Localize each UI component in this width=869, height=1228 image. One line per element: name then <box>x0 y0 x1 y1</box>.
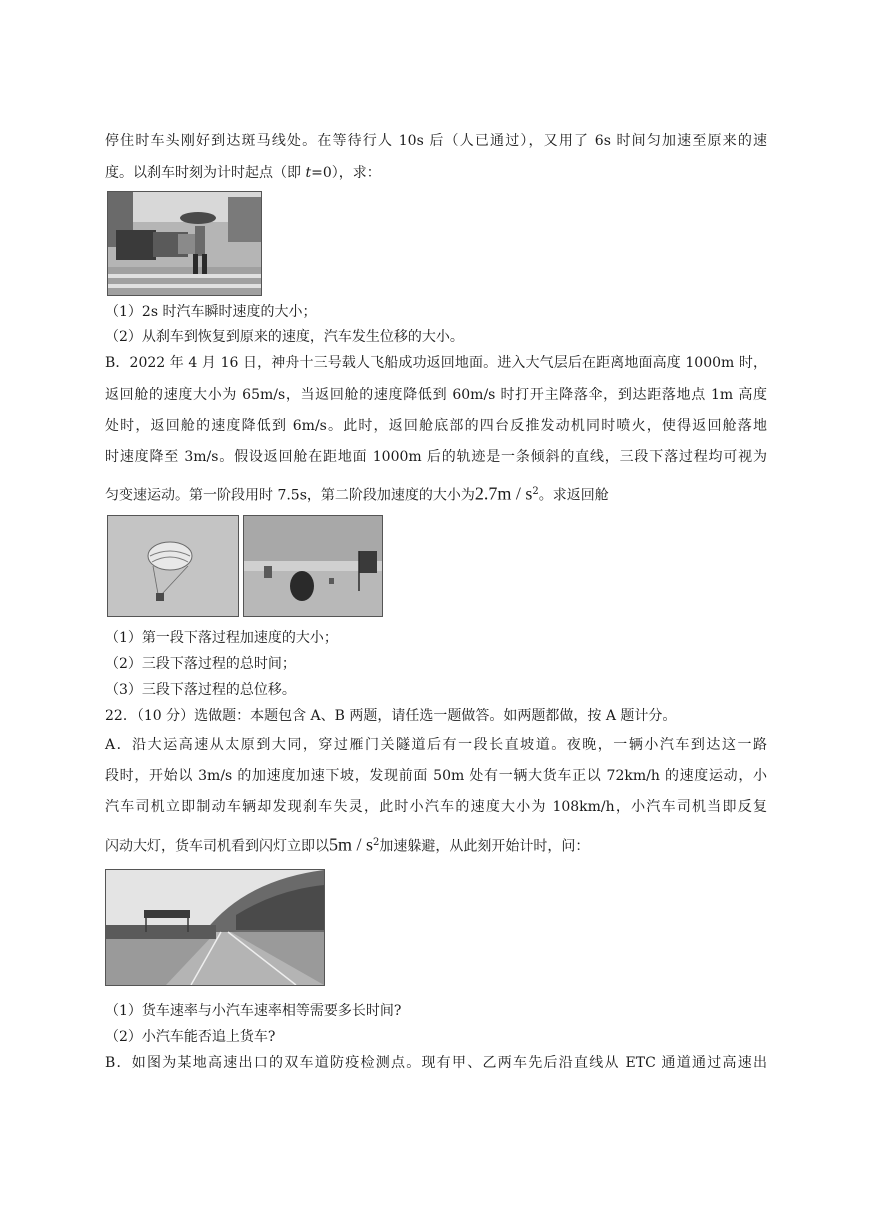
text-line: （2）小汽车能否追上货车? <box>105 1029 276 1045</box>
formula-exponent: 2 <box>532 486 539 497</box>
crosswalk-photo <box>107 191 262 296</box>
text-line: （1）2s 时汽车瞬时速度的大小； <box>105 304 317 320</box>
text-line: （1）第一段下落过程加速度的大小； <box>105 630 338 646</box>
text-line <box>105 482 767 506</box>
text-span: 。求返回舱 <box>538 487 609 504</box>
formula-acceleration: 5m / s <box>329 834 374 855</box>
text-span: 匀变速运动。第一阶段用时 7.5s，第二阶段加速度的大小为 <box>105 487 475 504</box>
text-line: 22．（10 分）选做题：本题包含 A、B 两题，请任选一题做答。如两题都做，按 A 题计分。 <box>105 708 677 724</box>
text-span: =0），求： <box>311 165 381 181</box>
text-line: （2）三段下落过程的总时间； <box>105 656 296 672</box>
text-line: （2）从刹车到恢复到原来的速度，汽车发生位移的大小。 <box>105 329 464 345</box>
text-line: B．如图为某地高速出口的双车道防疫检测点。现有甲、乙两车先后沿直线从 ETC 通道通过高速出 <box>105 1055 767 1071</box>
highway-photo <box>105 869 325 986</box>
capsule-photo <box>243 515 383 617</box>
text-line: 返回舱的速度大小为 65m/s，当返回舱的速度降低到 60m/s 时打开主降落伞，到达距落地点 1m 高度 <box>105 387 767 403</box>
text-line: 停住时车头刚好到达斑马线处。在等待行人 10s 后（人已通过），又用了 6s 时间匀加速至原来的速 <box>105 133 767 149</box>
variable-t: t <box>305 165 312 181</box>
text-line: 段时，开始以 3m/s 的加速度加速下坡，发现前面 50m 处有一辆大货车正以 72km/h 的速度运动，小 <box>105 768 767 784</box>
text-line <box>105 163 767 183</box>
formula-acceleration: 2.7m / s <box>474 483 533 504</box>
text-span: 度。以刹车时刻为计时起点（即 <box>105 165 306 181</box>
text-span: 加速躲避，从此刻开始计时，问： <box>379 838 590 855</box>
text-span: 闪动大灯，货车司机看到闪灯立即以 <box>105 838 329 855</box>
parachute-photo <box>107 515 239 617</box>
text-line: 汽车司机立即制动车辆却发现刹车失灵，此时小汽车的速度大小为 108km/h，小汽车司机当即反复 <box>105 799 767 815</box>
formula-exponent: 2 <box>373 837 380 848</box>
text-line: B．2022 年 4 月 16 日，神舟十三号载人飞船成功返回地面。进入大气层后在距离地面高度 1000m 时， <box>105 355 767 371</box>
text-line <box>105 833 767 857</box>
text-line: 处时，返回舱的速度降低到 6m/s。此时，返回舱底部的四台反推发动机同时喷火，使得返回舱落地 <box>105 418 767 434</box>
text-line: （3）三段下落过程的总位移。 <box>105 682 296 698</box>
text-line: 时速度降至 3m/s。假设返回舱在距地面 1000m 后的轨迹是一条倾斜的直线，三段下落过程均可视为 <box>105 449 767 465</box>
text-line: A．沿大运高速从太原到大同，穿过雁门关隧道后有一段长直坡道。夜晚，一辆小汽车到达这一路 <box>105 737 767 753</box>
text-line: （1）货车速率与小汽车速率相等需要多长时间? <box>105 1003 402 1019</box>
